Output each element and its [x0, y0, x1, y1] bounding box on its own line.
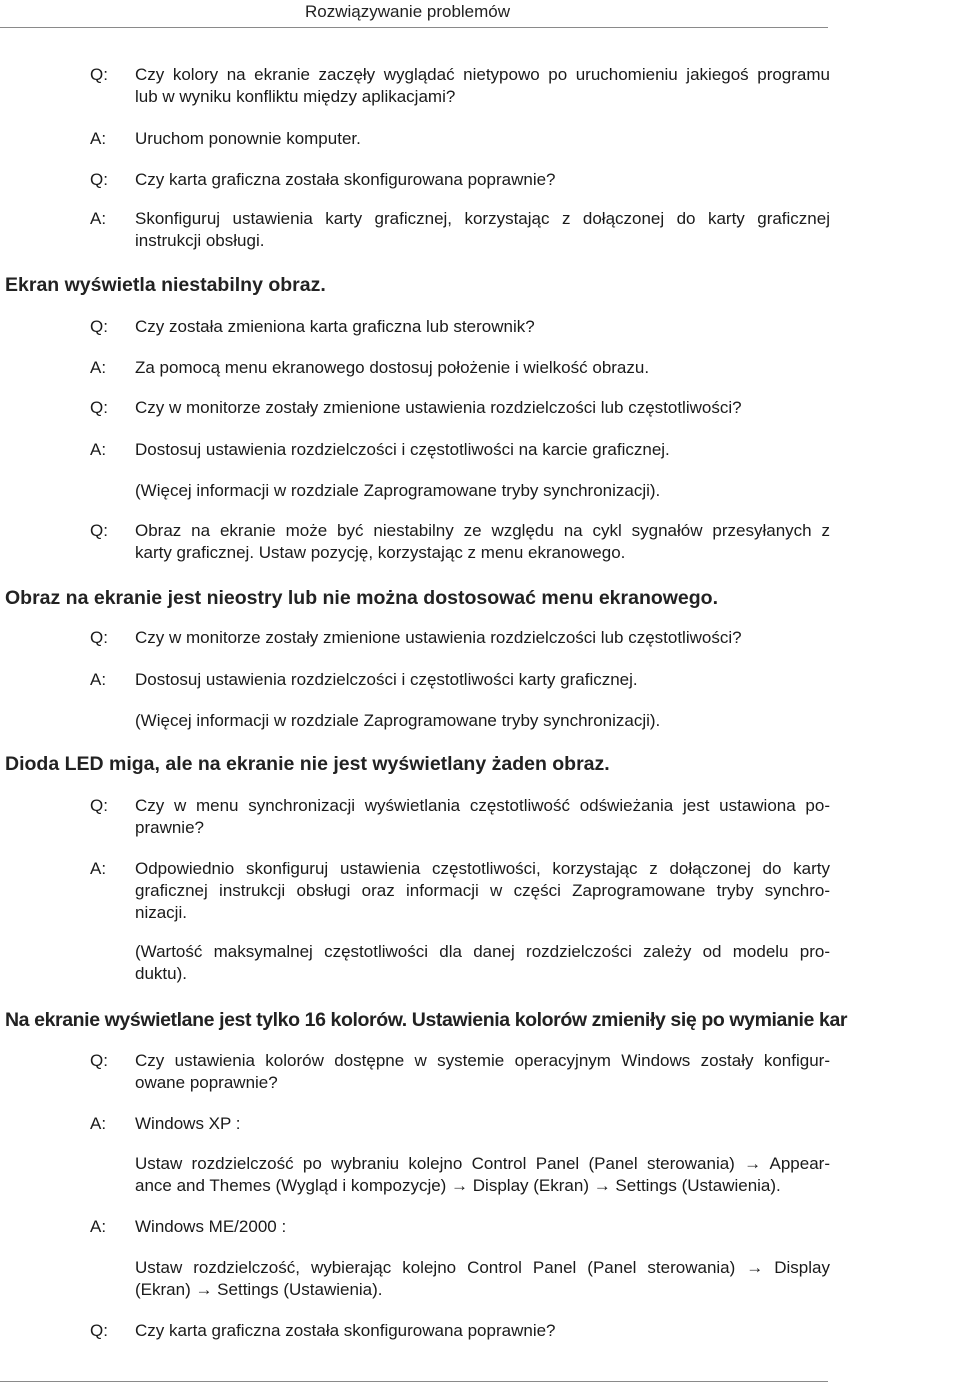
question-label: Q:: [90, 65, 108, 84]
text-line: Za pomocą menu ekranowego dostosuj położenie i wielkość obrazu.: [135, 358, 650, 377]
answer-text: [135, 128, 830, 150]
text-line: prawnie?: [135, 818, 204, 837]
question-text: [135, 1320, 830, 1342]
question-text: [135, 64, 830, 108]
text-line: Czy ustawienia kolorów dostępne w systemie operacyjnym Windows zostały konfigur-: [135, 1051, 830, 1070]
question-label: Q:: [90, 628, 108, 647]
section-heading: Ekran wyświetla niestabilny obraz.: [5, 274, 326, 296]
text-line: owane poprawnie?: [135, 1073, 278, 1092]
section-heading: Obraz na ekranie jest nieostry lub nie można dostosować menu ekranowego.: [5, 587, 719, 609]
text-line: nizacji.: [135, 903, 187, 922]
text-line: (Więcej informacji w rozdziale Zaprogramowane tryby synchronizacji).: [135, 481, 661, 500]
question-text: [135, 627, 830, 649]
question-label: Q:: [90, 317, 108, 336]
answer-text: [135, 357, 830, 379]
answer-label: A:: [90, 859, 107, 878]
text-line: Windows ME/2000 :: [135, 1217, 287, 1236]
text-line: Obraz na ekranie może być niestabilny ze względu na cykl sygnałów przesyłanych z: [135, 521, 830, 540]
question-label: Q:: [90, 170, 108, 189]
question-text: [135, 169, 830, 191]
header-title: Rozwiązywanie problemów: [305, 2, 511, 21]
text-line: Skonfiguruj ustawienia karty graficznej, korzystając z dołączonej do karty graficznej: [135, 209, 830, 228]
answer-label: A:: [90, 1114, 107, 1133]
question-label: Q:: [90, 796, 108, 815]
text-line: Odpowiednio skonfiguruj ustawienia częstotliwości, korzystając z dołączonej do karty: [135, 859, 830, 878]
answer-text: [135, 208, 830, 252]
answer-text: [135, 858, 830, 924]
text-line: Czy w menu synchronizacji wyświetlania częstotliwość odświeżania jest ustawiona po-: [135, 796, 830, 815]
answer-text: [135, 439, 830, 461]
answer-label: A:: [90, 670, 107, 689]
text-line: Uruchom ponownie komputer.: [135, 129, 361, 148]
note-text: [135, 1153, 830, 1197]
text-line: duktu).: [135, 964, 187, 983]
section-heading: Na ekranie wyświetlane jest tylko 16 kolorów. Ustawienia kolorów zmieniły się po wymianie kar: [5, 1009, 848, 1031]
question-text: [135, 520, 830, 564]
note-text: [135, 1257, 830, 1301]
text-line: Windows XP :: [135, 1114, 241, 1133]
text-line: Czy karta graficzna została skonfigurowana poprawnie?: [135, 170, 556, 189]
note-text: [135, 941, 830, 985]
header-rule: [0, 27, 828, 28]
question-label: Q:: [90, 521, 108, 540]
answer-text: [135, 1216, 830, 1238]
text-line: Czy karta graficzna została skonfigurowana poprawnie?: [135, 1321, 556, 1340]
question-label: Q:: [90, 398, 108, 417]
answer-text: [135, 669, 830, 691]
section-heading: Dioda LED miga, ale na ekranie nie jest wyświetlany żaden obraz.: [5, 753, 610, 775]
text-line: graficznej instrukcji obsługi oraz informacji w części Zaprogramowane tryby synchro-: [135, 881, 830, 900]
text-line: lub w wyniku konfliktu między aplikacjami?: [135, 87, 456, 106]
answer-text: [135, 1113, 830, 1135]
question-text: [135, 397, 830, 419]
question-label: Q:: [90, 1051, 108, 1070]
text-line: Czy kolory na ekranie zaczęły wyglądać nietypowo po uruchomieniu jakiegoś programu: [135, 65, 830, 84]
answer-label: A:: [90, 129, 107, 148]
text-line: (Więcej informacji w rozdziale Zaprogramowane tryby synchronizacji).: [135, 711, 661, 730]
text-line: karty graficznej. Ustaw pozycję, korzystając z menu ekranowego.: [135, 543, 626, 562]
note-text: [135, 480, 830, 502]
note-text: [135, 710, 830, 732]
text-line: ance and Themes (Wygląd i kompozycje) → Display (Ekran) → Settings (Ustawienia).: [135, 1176, 781, 1195]
text-line: Dostosuj ustawienia rozdzielczości i częstotliwości karty graficznej.: [135, 670, 638, 689]
text-line: Ustaw rozdzielczość, wybierając kolejno Control Panel (Panel sterowania) → Display: [135, 1258, 830, 1277]
question-text: [135, 316, 830, 338]
text-line: Czy w monitorze zostały zmienione ustawienia rozdzielczości lub częstotliwości?: [135, 398, 742, 417]
question-label: Q:: [90, 1321, 108, 1340]
text-line: Ustaw rozdzielczość po wybraniu kolejno Control Panel (Panel sterowania) → Appear-: [135, 1154, 830, 1173]
text-line: (Wartość maksymalnej częstotliwości dla danej rozdzielczości zależy od modelu pro-: [135, 942, 830, 961]
footer-rule: [0, 1381, 828, 1382]
answer-label: A:: [90, 358, 107, 377]
answer-label: A:: [90, 440, 107, 459]
text-line: Czy została zmieniona karta graficzna lub sterownik?: [135, 317, 535, 336]
question-text: [135, 1050, 830, 1094]
question-text: [135, 795, 830, 839]
answer-label: A:: [90, 1217, 107, 1236]
text-line: (Ekran) → Settings (Ustawienia).: [135, 1280, 383, 1299]
answer-label: A:: [90, 209, 107, 228]
text-line: Czy w monitorze zostały zmienione ustawienia rozdzielczości lub częstotliwości?: [135, 628, 742, 647]
text-line: instrukcji obsługi.: [135, 231, 265, 250]
text-line: Dostosuj ustawienia rozdzielczości i częstotliwości na karcie graficznej.: [135, 440, 670, 459]
